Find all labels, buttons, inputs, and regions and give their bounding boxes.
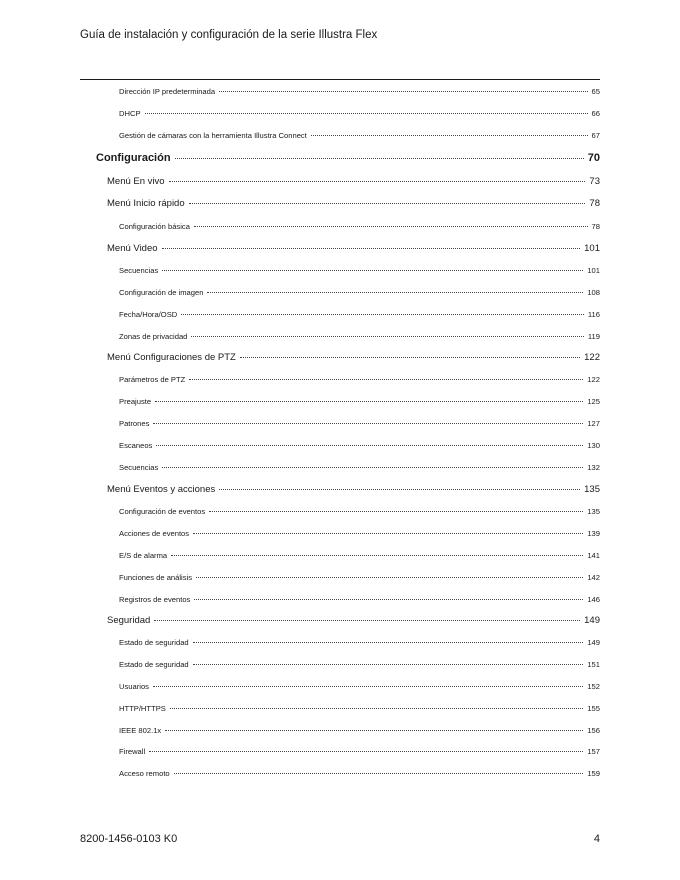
toc-entry-label: Configuración de imagen xyxy=(119,288,204,297)
toc-entry-label: Configuración de eventos xyxy=(119,507,206,516)
toc-entry-page: 101 xyxy=(584,243,600,254)
toc-entry-page: 122 xyxy=(587,375,600,384)
toc-entry-page: 152 xyxy=(587,682,600,691)
toc-entry-label: Estado de seguridad xyxy=(119,660,189,669)
header-divider xyxy=(80,79,600,80)
toc-entry[interactable] xyxy=(119,704,600,713)
toc-entry-page: 155 xyxy=(587,704,600,713)
toc-dot-leader xyxy=(162,270,583,271)
toc-dot-leader xyxy=(153,423,583,424)
toc-entry-label: Usuarios xyxy=(119,682,149,691)
toc-dot-leader xyxy=(193,533,583,534)
toc-dot-leader xyxy=(162,248,581,249)
toc-entry[interactable] xyxy=(107,484,600,495)
document-code: 8200-1456-0103 K0 xyxy=(80,833,178,845)
toc-entry-page: 127 xyxy=(587,419,600,428)
toc-entry[interactable] xyxy=(119,463,600,472)
toc-entry-label: HTTP/HTTPS xyxy=(119,704,166,713)
toc-entry-page: 73 xyxy=(589,176,600,187)
toc-entry[interactable] xyxy=(107,615,600,626)
toc-entry[interactable] xyxy=(96,152,600,164)
toc-entry[interactable] xyxy=(119,419,600,428)
toc-entry-page: 149 xyxy=(587,638,600,647)
toc-entry[interactable] xyxy=(119,529,600,538)
toc-entry[interactable] xyxy=(119,726,600,735)
toc-dot-leader xyxy=(175,158,584,159)
toc-entry-page: 141 xyxy=(587,551,600,560)
toc-dot-leader xyxy=(194,599,583,600)
toc-dot-leader xyxy=(162,467,583,468)
toc-entry[interactable] xyxy=(119,551,600,560)
toc-dot-leader xyxy=(219,91,587,92)
toc-entry-page: 142 xyxy=(587,573,600,582)
toc-entry-page: 70 xyxy=(587,152,600,164)
toc-entry-page: 122 xyxy=(584,352,600,363)
toc-entry-page: 146 xyxy=(587,595,600,604)
toc-entry-label: Funciones de análisis xyxy=(119,573,193,582)
toc-entry-label: Estado de seguridad xyxy=(119,638,189,647)
toc-entry[interactable] xyxy=(119,310,600,319)
toc-entry-label: Preajuste xyxy=(119,397,152,406)
toc-dot-leader xyxy=(165,730,583,731)
toc-entry[interactable] xyxy=(119,573,600,582)
toc-entry-page: 108 xyxy=(587,288,600,297)
toc-entry[interactable] xyxy=(119,222,600,231)
toc-entry[interactable] xyxy=(107,243,600,254)
toc-entry-page: 130 xyxy=(587,441,600,450)
toc-entry[interactable] xyxy=(107,198,600,209)
toc-entry-page: 119 xyxy=(587,332,600,341)
toc-entry-label: E/S de alarma xyxy=(119,551,168,560)
toc-entry-label: Configuración básica xyxy=(119,222,190,231)
toc-entry-page: 116 xyxy=(587,310,600,319)
toc-entry[interactable] xyxy=(119,595,600,604)
toc-entry-label: Secuencias xyxy=(119,463,159,472)
toc-dot-leader xyxy=(219,489,580,490)
toc-entry-page: 151 xyxy=(587,660,600,669)
toc-entry[interactable] xyxy=(119,288,600,297)
toc-entry[interactable] xyxy=(119,682,600,691)
toc-dot-leader xyxy=(153,686,583,687)
toc-dot-leader xyxy=(240,357,580,358)
toc-entry-label: Secuencias xyxy=(119,266,159,275)
toc-dot-leader xyxy=(311,135,588,136)
toc-entry-page: 101 xyxy=(587,266,600,275)
toc-dot-leader xyxy=(194,226,588,227)
toc-entry[interactable] xyxy=(119,87,600,96)
toc-entry[interactable] xyxy=(107,176,600,187)
toc-entry[interactable] xyxy=(119,375,600,384)
toc-entry-label: Gestión de cámaras con la herramienta Illustra Connect xyxy=(119,131,307,140)
toc-entry-label: Menú Eventos y acciones xyxy=(107,484,216,495)
toc-entry-page: 159 xyxy=(587,769,600,778)
toc-dot-leader xyxy=(174,773,584,774)
toc-entry-page: 66 xyxy=(591,109,600,118)
toc-entry-label: Menú En vivo xyxy=(107,176,165,187)
toc-entry-page: 135 xyxy=(587,507,600,516)
toc-entry-label: Menú Video xyxy=(107,243,158,254)
toc-entry-label: Configuración xyxy=(96,152,171,164)
toc-dot-leader xyxy=(155,401,583,402)
toc-entry-label: Menú Configuraciones de PTZ xyxy=(107,352,236,363)
toc-entry[interactable] xyxy=(119,747,600,756)
toc-entry-page: 65 xyxy=(591,87,600,96)
toc-entry[interactable] xyxy=(107,352,600,363)
toc-dot-leader xyxy=(193,664,584,665)
toc-entry[interactable] xyxy=(119,266,600,275)
toc-entry-page: 125 xyxy=(587,397,600,406)
toc-dot-leader xyxy=(189,379,583,380)
toc-dot-leader xyxy=(196,577,583,578)
toc-entry[interactable] xyxy=(119,507,600,516)
toc-entry-label: Acceso remoto xyxy=(119,769,170,778)
toc-entry-label: Parámetros de PTZ xyxy=(119,375,186,384)
toc-entry[interactable] xyxy=(119,769,600,778)
toc-entry[interactable] xyxy=(119,441,600,450)
toc-dot-leader xyxy=(154,620,580,621)
toc-entry-page: 149 xyxy=(584,615,600,626)
toc-entry-label: Zonas de privacidad xyxy=(119,332,188,341)
toc-entry-label: Fecha/Hora/OSD xyxy=(119,310,178,319)
toc-dot-leader xyxy=(209,511,583,512)
toc-entry-page: 78 xyxy=(589,198,600,209)
toc-entry-page: 67 xyxy=(591,131,600,140)
toc-entry-label: IEEE 802.1x xyxy=(119,726,162,735)
toc-entry-label: Patrones xyxy=(119,419,150,428)
toc-entry[interactable] xyxy=(119,332,600,341)
toc-entry-label: DHCP xyxy=(119,109,141,118)
toc-dot-leader xyxy=(145,113,588,114)
toc-entry[interactable] xyxy=(119,638,600,647)
toc-entry[interactable] xyxy=(119,131,600,140)
toc-entry-label: Firewall xyxy=(119,747,146,756)
toc-dot-leader xyxy=(193,642,584,643)
toc-dot-leader xyxy=(149,751,583,752)
toc-entry-page: 157 xyxy=(587,747,600,756)
toc-entry[interactable] xyxy=(119,660,600,669)
toc-entry-label: Acciones de eventos xyxy=(119,529,190,538)
page-number: 4 xyxy=(593,833,600,845)
toc-dot-leader xyxy=(181,314,584,315)
toc-entry[interactable] xyxy=(119,397,600,406)
toc-dot-leader xyxy=(170,708,584,709)
toc-dot-leader xyxy=(189,203,586,204)
toc-dot-leader xyxy=(156,445,583,446)
toc-dot-leader xyxy=(207,292,583,293)
toc-entry-page: 132 xyxy=(587,463,600,472)
toc-entry-label: Dirección IP predeterminada xyxy=(119,87,216,96)
toc-entry-label: Escaneos xyxy=(119,441,153,450)
document-header-title: Guía de instalación y configuración de la serie Illustra Flex xyxy=(80,29,378,41)
toc-entry-page: 139 xyxy=(587,529,600,538)
toc-dot-leader xyxy=(171,555,583,556)
toc-entry[interactable] xyxy=(119,109,600,118)
toc-entry-page: 156 xyxy=(587,726,600,735)
toc-dot-leader xyxy=(191,336,584,337)
toc-entry-label: Registros de eventos xyxy=(119,595,191,604)
toc-entry-page: 78 xyxy=(591,222,600,231)
toc-entry-label: Seguridad xyxy=(107,615,151,626)
toc-entry-label: Menú Inicio rápido xyxy=(107,198,185,209)
toc-dot-leader xyxy=(169,181,586,182)
toc-entry-page: 135 xyxy=(584,484,600,495)
